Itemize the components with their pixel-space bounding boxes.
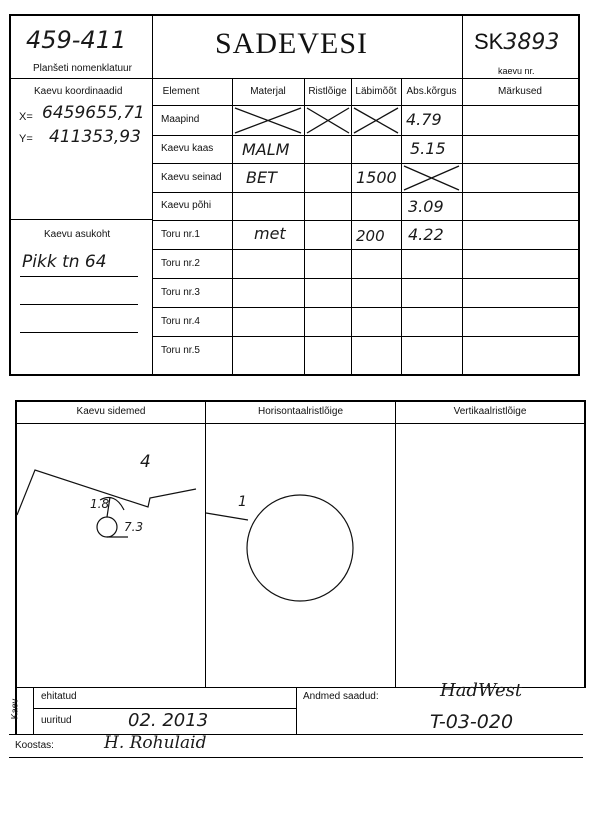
row-element: Toru nr.2 — [161, 258, 200, 269]
row-element: Toru nr.4 — [161, 316, 200, 327]
uuritud-value: 02. 2013 — [128, 710, 209, 731]
cell-materjal-toru1: met — [254, 224, 286, 243]
pipe-line — [206, 513, 248, 520]
cell-materjal-kaas: MALM — [242, 140, 290, 159]
kaevu-nr-value: 3893 — [503, 30, 560, 55]
y-label: Y= — [19, 133, 33, 145]
cell-materjal-seinad: BET — [246, 168, 277, 187]
well-symbol — [97, 517, 117, 537]
kaevu-nr-prefix: SK — [474, 29, 504, 54]
row-element: Toru nr.5 — [161, 345, 200, 356]
row-element: Maapind — [161, 114, 200, 125]
annot-a: 1.8 — [90, 497, 110, 511]
nomenclature-value: 459-411 — [26, 26, 127, 54]
andmed-code: T-03-020 — [430, 711, 514, 733]
koostas-label: Koostas: — [15, 740, 54, 751]
col-header-markused: Märkused — [498, 86, 542, 97]
x-label: X= — [19, 111, 33, 123]
y-value: 411353,93 — [49, 127, 141, 147]
uuritud-label: uuritud — [41, 715, 72, 726]
location-value: Pikk tn 64 — [22, 252, 107, 272]
cell-abs-maapind: 4.79 — [406, 110, 442, 129]
andmed-signature: HadWest — [440, 680, 523, 701]
x-value: 6459655,71 — [42, 103, 145, 123]
cell-labimoot-toru1: 200 — [356, 227, 385, 245]
nomenclature-label: Planšeti nomenklatuur — [33, 63, 132, 74]
annot-b: 7.3 — [124, 520, 144, 534]
well-section-circle — [247, 495, 353, 601]
row-element: Toru nr.3 — [161, 287, 200, 298]
cell-labimoot-seinad: 1500 — [356, 168, 397, 187]
row-element: Kaevu kaas — [161, 143, 214, 154]
ehitatud-label: ehitatud — [41, 691, 77, 702]
cell-abs-kaas: 5.15 — [410, 139, 446, 158]
annot-top: 4 — [140, 452, 151, 472]
koostas-signature: H. Rohulaid — [104, 733, 207, 753]
panel-title-sidemed: Kaevu sidemed — [76, 406, 146, 417]
andmed-label: Andmed saadud: — [303, 691, 379, 702]
col-header-ristloige: Ristlõige — [308, 86, 347, 97]
col-header-labimoot: Läbimõõt — [355, 86, 397, 97]
col-header-element: Element — [162, 86, 200, 97]
col-header-materjal: Materjal — [250, 86, 286, 97]
col-header-abs: Abs.kõrgus — [406, 86, 457, 97]
row-element: Toru nr.1 — [161, 229, 200, 240]
location-label: Kaevu asukoht — [44, 229, 111, 240]
annot-pipe: 1 — [238, 494, 247, 510]
panel-title-vertikaal: Vertikaalristlõige — [453, 406, 527, 417]
row-element: Kaevu seinad — [161, 172, 222, 183]
panel-title-horisontaal: Horisontaalristlõige — [257, 406, 344, 417]
kaevu-nr-label: kaevu nr. — [498, 66, 535, 76]
cell-abs-pohi: 3.09 — [408, 197, 444, 216]
cell-abs-toru1: 4.22 — [408, 225, 444, 244]
kaev-side-label: Kaev — [9, 698, 20, 720]
page-title: SADEVESI — [215, 27, 369, 60]
row-element: Kaevu põhi — [161, 200, 212, 211]
coordinates-label: Kaevu koordinaadid — [34, 86, 123, 97]
